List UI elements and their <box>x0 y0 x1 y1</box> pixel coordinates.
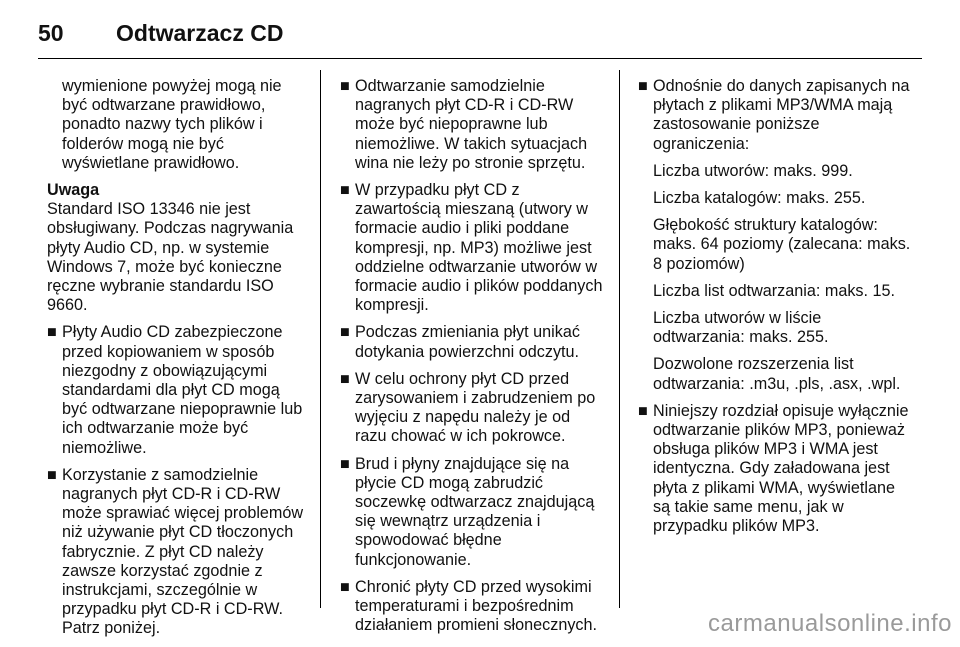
column-divider-1 <box>320 70 321 608</box>
list-item-text: Odtwarzanie samodzielnie nagranych płyt CD-R i CD-RW może być niepoprawne lub niemożliwe. W takich sytuacjach wina nie leży po stronie sprzętu. <box>355 77 588 172</box>
page-number: 50 <box>38 20 64 46</box>
list-item <box>340 181 606 315</box>
list-item <box>340 77 606 173</box>
list-item <box>340 370 606 447</box>
page-header <box>38 14 922 54</box>
list-item-text: Podczas zmieniania płyt unikać dotykania powierzchni odczytu. <box>355 323 580 361</box>
limit-item: Liczba utworów w liście odtwarzania: maks. 255. <box>653 309 829 347</box>
limit-item: Dozwolone rozszerzenia list odtwarzania: .m3u, .pls, .asx, .wpl. <box>653 355 901 393</box>
bullet-icon: ■ <box>340 77 350 95</box>
bullet-icon: ■ <box>638 401 648 420</box>
note-text: Standard ISO 13346 nie jest obsługiwany. Podczas nagrywania płyty Audio CD, np. w systemie Windows 7, może być konieczne ręczne wybranie standardu ISO 9660. <box>47 200 294 315</box>
bullet-icon: ■ <box>340 369 350 388</box>
header-rule <box>38 58 922 59</box>
list-item <box>638 402 912 536</box>
column-3 <box>638 77 912 544</box>
bullet-icon: ■ <box>638 77 648 95</box>
bullet-icon: ■ <box>340 577 350 596</box>
list-item <box>47 466 305 639</box>
list-item-text: Niniejszy rozdział opisuje wyłącznie odtwarzanie plików MP3, ponieważ obsługa plików MP3 i WMA jest identyczna. Gdy załadowana jest płyta z plikami WMA, wyświetlane są takie same menu, jak w przypadku plików MP3. <box>653 401 909 536</box>
list-item <box>340 578 606 636</box>
list-item <box>47 323 305 457</box>
bullet-icon: ■ <box>340 181 350 200</box>
limit-item: Liczba list odtwarzania: maks. 15. <box>653 281 896 300</box>
limit-item: Głębokość struktury katalogów: maks. 64 poziomy (zalecana: maks. 8 poziomów) <box>653 216 911 273</box>
limit-item: Liczba katalogów: maks. 255. <box>653 189 866 208</box>
list-item-text: Płyty Audio CD zabezpieczone przed kopiowaniem w sposób niezgodny z obowiązującymi standardami dla płyt CD mogą być odtwarzane niepoprawnie lub ich odtwarzanie może być niemożliwe. <box>62 323 303 457</box>
column-divider-2 <box>619 70 620 608</box>
bullet-icon: ■ <box>47 323 57 342</box>
list-item <box>638 77 912 154</box>
list-item-text: Brud i płyny znajdujące się na płycie CD mogą zabrudzić soczewkę odtwarzacz znajdującą się wewnątrz urządzenia i spowodować błędne funkcjonowanie. <box>355 454 595 569</box>
note-heading: Uwaga <box>47 181 100 200</box>
list-item-text: W przypadku płyt CD z zawartością mieszaną (utwory w formacie audio i pliki poddane kompresji, np. MP3) możliwe jest oddzielne odtwarzanie utworów w formacie audio i plików poddanych kompresji. <box>355 181 603 315</box>
list-item-text: W celu ochrony płyt CD przed zarysowaniem i zabrudzeniem po wyjęciu z napędu należy je od razu chować w ich pokrowce. <box>355 369 596 446</box>
column-2 <box>340 77 606 643</box>
bullet-icon: ■ <box>340 454 350 473</box>
list-item <box>340 455 606 570</box>
list-item <box>340 323 606 361</box>
list-item-text: Odnośnie do danych zapisanych na płytach z plikami MP3/WMA mają zastosowanie poniższe ograniczenia: <box>653 77 910 153</box>
column-1 <box>47 77 305 647</box>
page-title: Odtwarzacz CD <box>116 20 284 46</box>
continued-paragraph: wymienione powyżej mogą nie być odtwarzane prawidłowo, ponadto nazwy tych plików i folderów mogą nie być wyświetlane prawidłowo. <box>62 77 282 172</box>
list-item-text: Chronić płyty CD przed wysokimi temperaturami i bezpośrednim działaniem promieni słonecznych. <box>355 577 598 635</box>
bullet-icon: ■ <box>47 465 57 484</box>
bullet-icon: ■ <box>340 323 350 342</box>
limit-item: Liczba utworów: maks. 999. <box>653 161 853 180</box>
list-item-text: Korzystanie z samodzielnie nagranych płyt CD-R i CD-RW może sprawiać więcej problemów niż używanie płyt CD tłoczonych fabrycznie. Z płyt CD należy zawsze korzystać zgodnie z instrukcjami, szczególnie w przypadku płyt CD-R i CD-RW. Patrz poniżej. <box>62 465 304 638</box>
watermark: carmanualsonline.info <box>708 610 952 637</box>
